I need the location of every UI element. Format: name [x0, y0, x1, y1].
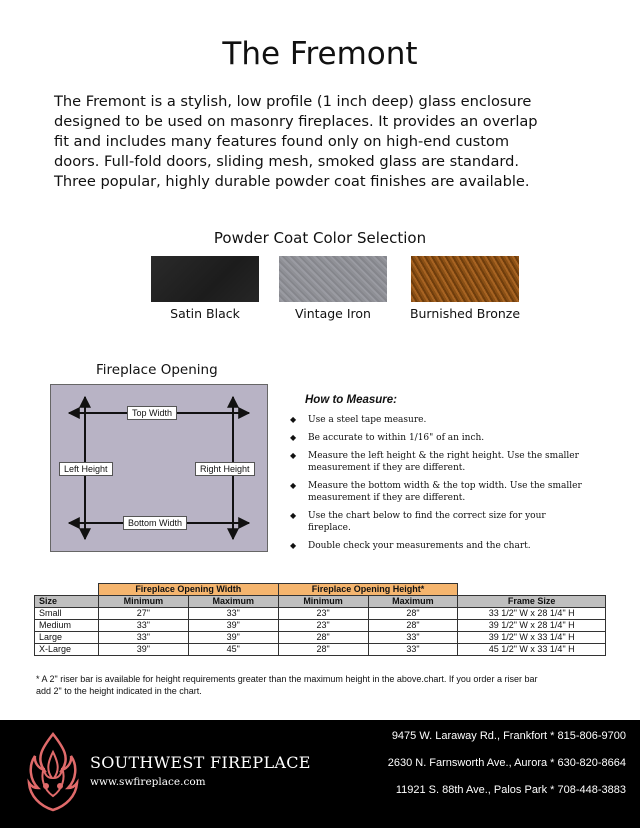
column-header: Size	[35, 596, 99, 608]
column-header: Maximum	[188, 596, 278, 608]
fireplace-opening-diagram	[50, 384, 268, 552]
table-row	[35, 608, 606, 620]
table-cell: 33 1/2" W x 28 1/4" H	[458, 608, 606, 620]
diamond-bullet-icon: ◆	[290, 451, 297, 460]
table-cell: 28"	[278, 632, 368, 644]
table-row	[35, 632, 606, 644]
list-item: ◆ Double check your measurements and the chart.	[290, 541, 531, 551]
swatch-label: Satin Black	[170, 306, 240, 321]
powder-coat-title: Powder Coat Color Selection	[213, 229, 427, 247]
table-cell: 33"	[368, 632, 458, 644]
list-item: ◆ Use a steel tape measure.	[290, 415, 427, 425]
table-cell: 33"	[368, 644, 458, 656]
swatch-label: Burnished Bronze	[409, 306, 521, 321]
how-to-measure-title: How to Measure:	[305, 394, 398, 406]
intro-line: designed to be used on masonry fireplaces. It provides an overlap	[54, 113, 538, 130]
address-palos-park: 11921 S. 88th Ave., Palos Park * 708-448-3883	[395, 784, 626, 796]
swatch-satin-black	[151, 256, 259, 302]
table-row	[35, 644, 606, 656]
table-cell: Large	[35, 632, 99, 644]
table-cell: 39 1/2" W x 33 1/4" H	[458, 632, 606, 644]
list-item: ◆ Use the chart below to find the correct size for your fireplace.	[290, 511, 546, 533]
height-group-header: Fireplace Opening Height*	[278, 584, 458, 596]
table-cell: Medium	[35, 620, 99, 632]
diamond-bullet-icon: ◆	[290, 541, 297, 550]
fireplace-opening-title: Fireplace Opening	[96, 362, 218, 378]
flame-logo-icon	[24, 730, 82, 818]
column-header: Minimum	[278, 596, 368, 608]
table-group-header-row	[35, 584, 606, 596]
swatch-burnished-bronze	[411, 256, 519, 302]
intro-line: doors. Full-fold doors, sliding mesh, smoked glass are standard.	[54, 153, 520, 170]
brand-name: SOUTHWEST FIREPLACE	[90, 753, 311, 772]
table-cell: 39"	[188, 620, 278, 632]
table-cell: 23"	[278, 620, 368, 632]
page-title: The Fremont	[222, 36, 418, 72]
table-cell: 39"	[98, 644, 188, 656]
table-cell: Small	[35, 608, 99, 620]
riser-bar-footnote	[36, 673, 616, 697]
bottom-width-label: Bottom Width	[123, 516, 187, 530]
table-header-row	[35, 596, 606, 608]
footnote-line: * A 2" riser bar is available for height requirements greater than the maximum height in the above.chart. If you order a riser bar	[36, 674, 538, 684]
diamond-bullet-icon: ◆	[290, 511, 297, 520]
website-link[interactable]: www.swfireplace.com	[90, 776, 206, 788]
table-cell: 45"	[188, 644, 278, 656]
intro-line: Three popular, highly durable powder coat finishes are available.	[54, 173, 530, 190]
table-cell: 28"	[368, 620, 458, 632]
width-group-header: Fireplace Opening Width	[98, 584, 278, 596]
size-chart-table	[34, 583, 606, 656]
footer-banner	[0, 720, 640, 828]
table-cell: 33"	[98, 620, 188, 632]
intro-paragraph	[54, 92, 604, 192]
column-header: Maximum	[368, 596, 458, 608]
column-header: Minimum	[98, 596, 188, 608]
how-to-measure-list	[290, 414, 590, 558]
table-cell: 23"	[278, 608, 368, 620]
table-cell: 27"	[98, 608, 188, 620]
left-height-label: Left Height	[59, 462, 113, 476]
table-cell: X-Large	[35, 644, 99, 656]
address-frankfort: 9475 W. Laraway Rd., Frankfort * 815-806-9700	[391, 730, 626, 742]
swatch-label: Vintage Iron	[295, 306, 371, 321]
swatch-vintage-iron	[279, 256, 387, 302]
table-cell: 28"	[368, 608, 458, 620]
footnote-line: add 2" to the height indicated in the chart.	[36, 686, 202, 696]
table-cell: 39 1/2" W x 28 1/4" H	[458, 620, 606, 632]
list-item: ◆ Measure the bottom width & the top width. Use the smaller measurement if they are different.	[290, 481, 582, 503]
table-cell: 39"	[188, 632, 278, 644]
diamond-bullet-icon: ◆	[290, 415, 297, 424]
column-header: Frame Size	[458, 596, 606, 608]
table-cell: 33"	[98, 632, 188, 644]
top-width-label: Top Width	[127, 406, 177, 420]
address-aurora: 2630 N. Farnsworth Ave., Aurora * 630-820-8664	[387, 757, 626, 769]
table-cell: 45 1/2" W x 33 1/4" H	[458, 644, 606, 656]
table-row	[35, 620, 606, 632]
table-cell: 28"	[278, 644, 368, 656]
intro-line: The Fremont is a stylish, low profile (1 inch deep) glass enclosure	[54, 93, 532, 110]
list-item: ◆ Measure the left height & the right height. Use the smaller measurement if they are different.	[290, 451, 579, 473]
diamond-bullet-icon: ◆	[290, 433, 297, 442]
intro-line: fit and includes many features found only on high-end custom	[54, 133, 510, 150]
right-height-label: Right Height	[195, 462, 255, 476]
list-item: ◆ Be accurate to within 1/16" of an inch.	[290, 433, 485, 443]
diamond-bullet-icon: ◆	[290, 481, 297, 490]
table-cell: 33"	[188, 608, 278, 620]
